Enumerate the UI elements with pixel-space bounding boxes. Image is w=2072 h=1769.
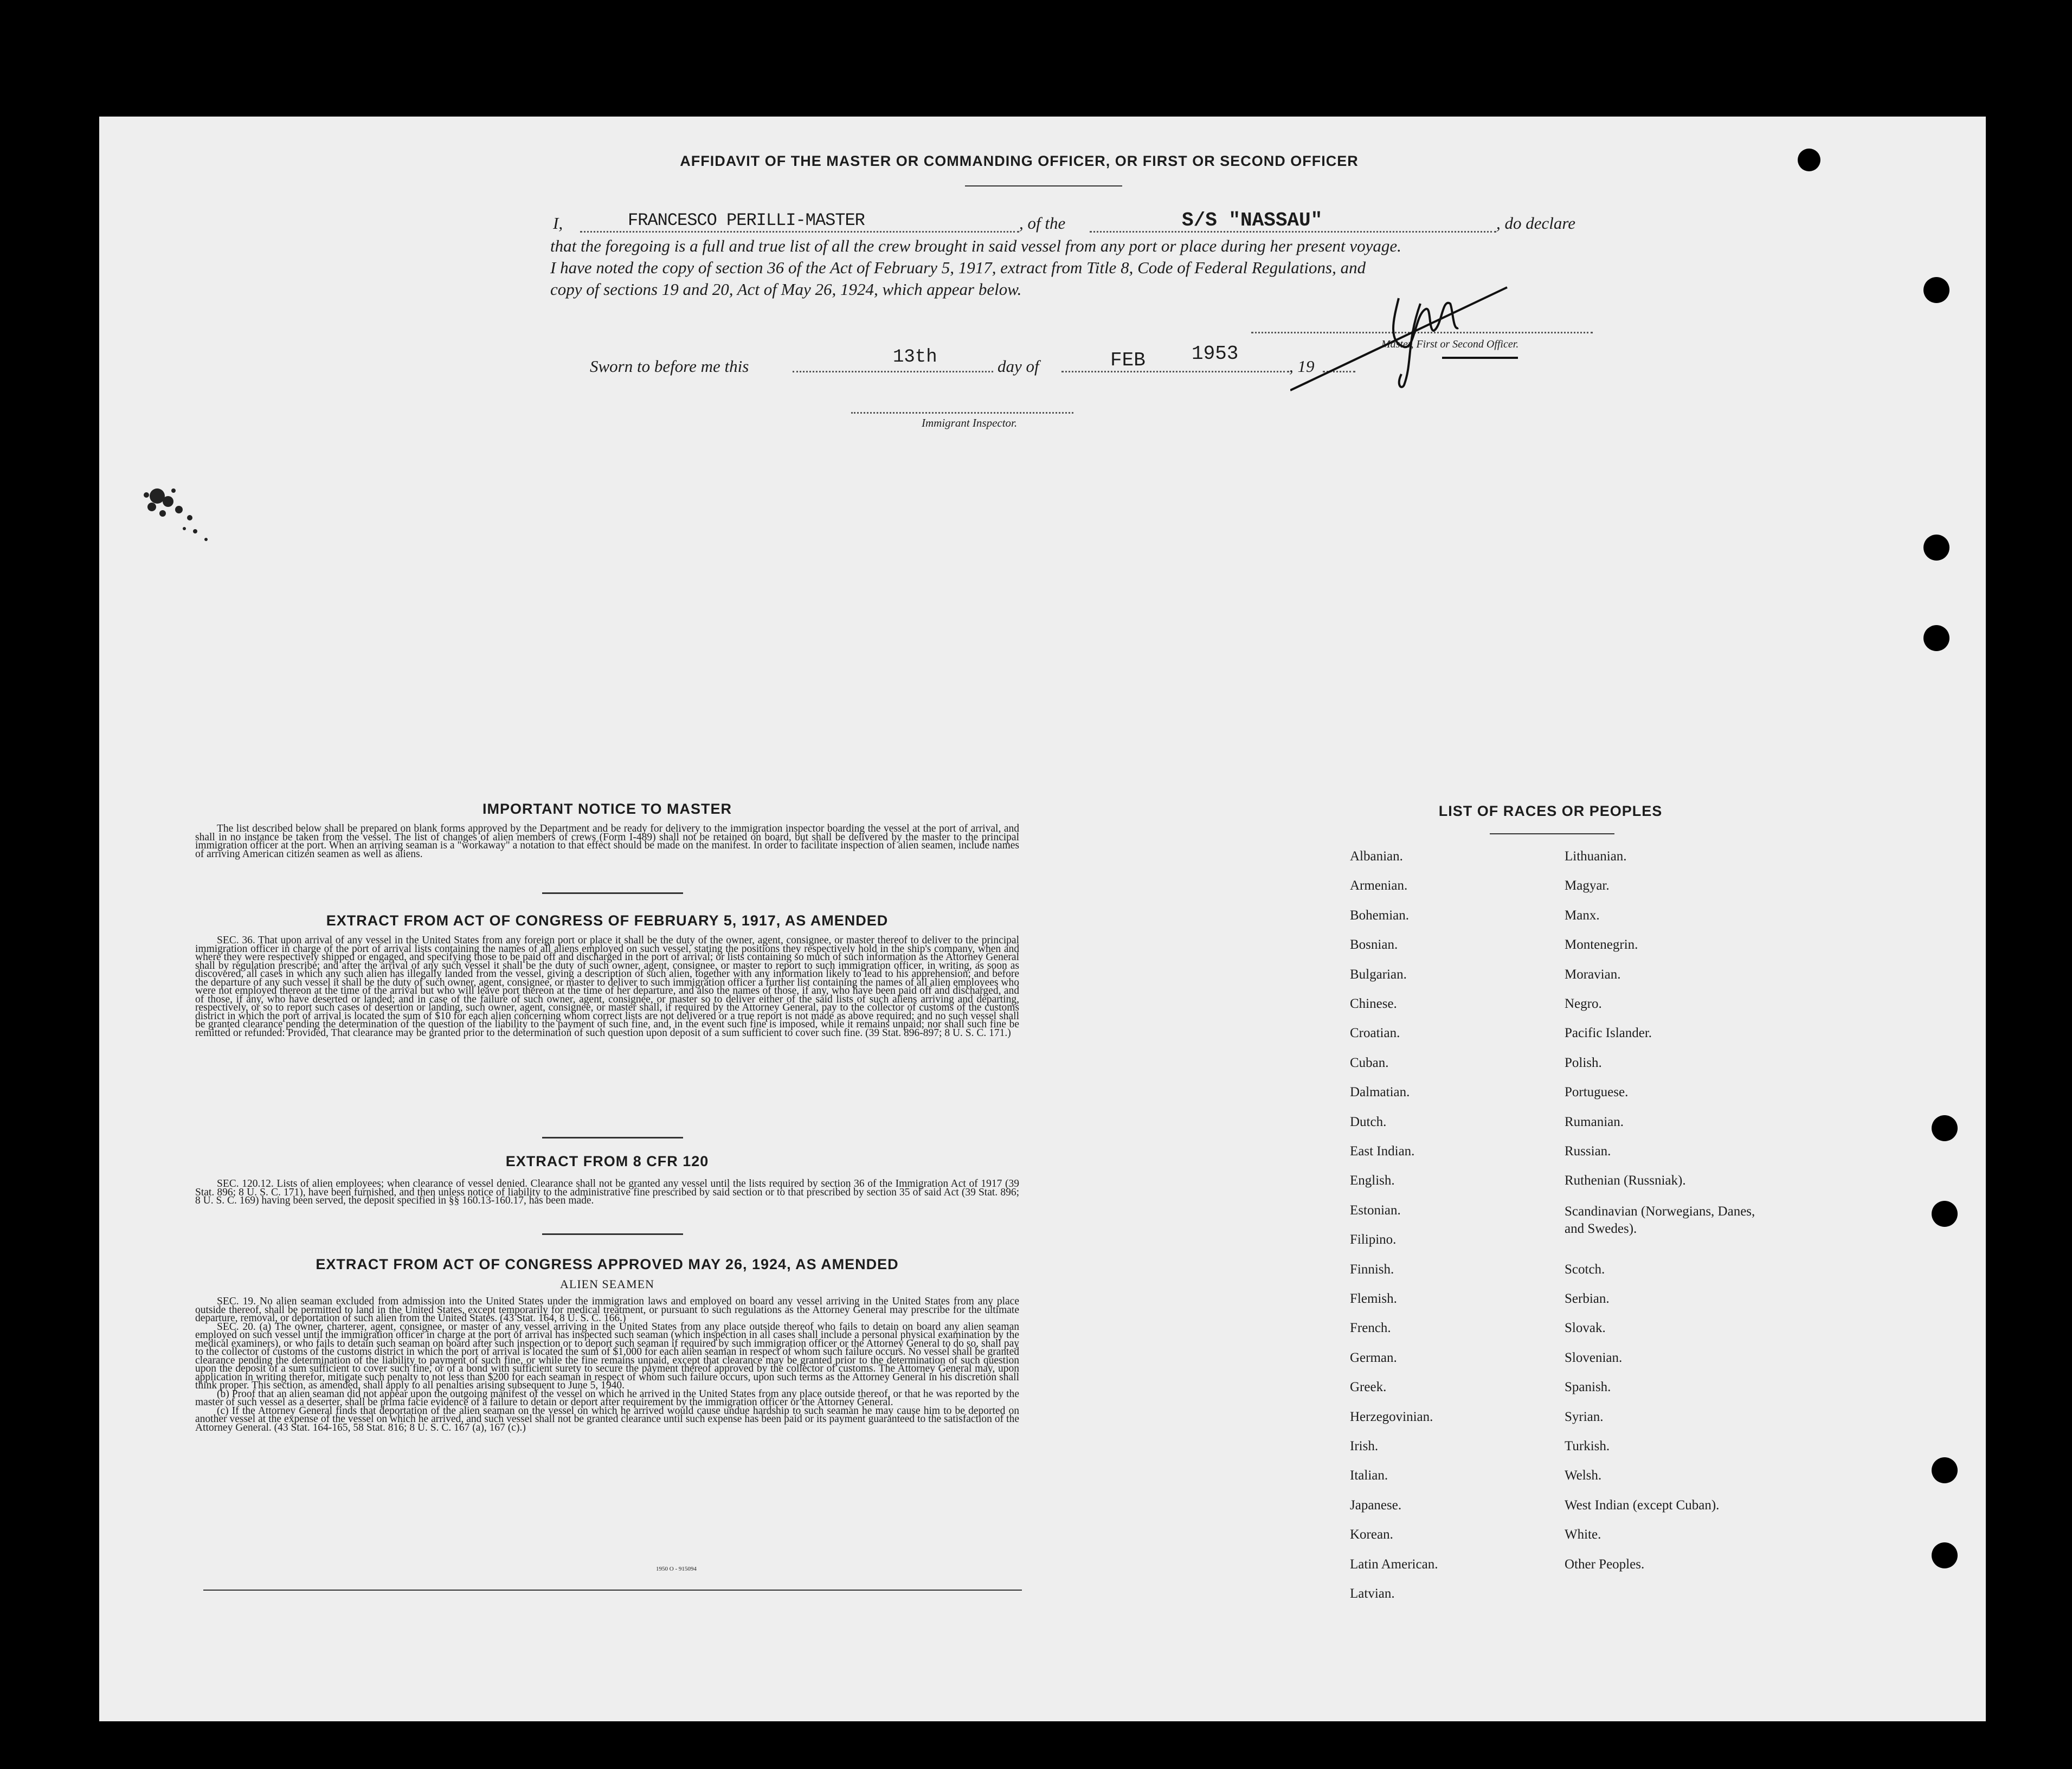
race-item: Chinese. (1350, 996, 1397, 1011)
affidavit-title: AFFIDAVIT OF THE MASTER OR COMMANDING OFFICER, OR FIRST OR SECOND OFFICER (680, 153, 1359, 169)
race-item: Welsh. (1565, 1468, 1602, 1483)
punch-hole (1923, 625, 1949, 651)
race-item: Dutch. (1350, 1114, 1387, 1129)
punch-hole (1798, 149, 1820, 171)
punch-hole (1932, 1201, 1958, 1227)
extract-cfr-title: EXTRACT FROM 8 CFR 120 (505, 1153, 709, 1169)
sec20a-text: SEC. 20. (a) The owner, charterer, agent, consignee, or master of any vessel arriving in the United States from any place outside thereof who fails to detain on board any alien seaman employed on such vessel until the immigration officer in charge at the port of arrival has inspected such seaman (which inspection in all cases shall include a personal physical examination by the medical examiners), or who fails to detain such seaman on board after such inspection or to deport such seaman if required by such immigration officer or the Attorney General to do so, shall pay to the collector of customs of the customs district in which the port of arrival is located the sum of $1,000 for each alien seaman in respect of whom such failure occurs. No vessel shall be granted clearance pending the determination of the liability to payment of such fine, or while the fine remains unpaid, except that clearance may be granted prior to the determination of such question upon the deposit of a sum sufficient to cover such fine, or of a bond with sufficient surety to secure the payment thereof approved by the collector of customs. The Attorney General may, upon application in writing therefor, mitigate such penalty to not less than $200 for each seaman in respect of whom such failure occurs, upon such terms as the Attorney General in his discretion shall think proper. This section, as amended, shall apply to all penalties arising subsequent to June 5, 1940. (195, 1321, 1019, 1391)
extract-1917-text: SEC. 36. That upon arrival of any vessel in the United States from any foreign port or place it shall be the duty of the owner, agent, consignee, or master thereof to deliver to the principal immigration officer in charge of the port of arrival lists containing the names of all aliens employed on such vessel, stating the positions they respectively hold in the ship's company, when and where they were respectively shipped or engaged, and specifying those to be paid off and discharged in the port of arrival; or lists containing so much of such information as the Attorney General shall by regulation prescribe; and after the arrival of any such vessel it shall be the duty of such owner, agent, consignee, or master to report to such immigration officer, in writing, as soon as discovered, all cases in which any such alien has illegally landed from the vessel, giving a description of such alien, together with any information likely to lead to his apprehension; and before the departure of any such vessel it shall be the duty of such owner, agent, consignee, or master to deliver to such immigration officer a further list containing the names of all alien employees who were not employed thereon at the time of the arrival but who will leave port thereon at the time of her departure, and also the names of those, if any, who have been paid off and discharged, and of those, if any, who have deserted or landed; and in case of the failure of such owner, agent, consignee, or master so to deliver either of the said lists of such aliens arriving and departing, respectively, or so to report such cases of desertion or landing, such owner, agent, consignee, or master shall, if required by the Attorney General, pay to the collector of customs of the customs district in which the port of arrival is located the sum of $10 for each alien concerning whom correct lists are not delivered or a true report is not made as above required; and no such vessel shall be granted clearance pending the determination of the question of the liability to the payment of such fine, and, in the event such fine is imposed, while it remains unpaid; nor shall such fine be remitted or refunded: Provided, That clearance may be granted prior to the determination of such question upon deposit of a sum sufficient to cover such fine. (39 Stat. 896-897; 8 U. S. C. 171.) (195, 935, 1019, 1039)
race-item: Turkish. (1565, 1439, 1610, 1453)
punch-hole (1932, 1115, 1958, 1141)
race-item: Lithuanian. (1565, 849, 1627, 864)
race-item: Manx. (1565, 908, 1600, 923)
race-item: Magyar. (1565, 878, 1610, 893)
race-item: Armenian. (1350, 878, 1408, 893)
affidavit-line-1: that the foregoing is a full and true list of all the crew brought in said vessel from any port or place during her present voyage. (550, 236, 1401, 255)
notice-title: IMPORTANT NOTICE TO MASTER (482, 801, 732, 817)
race-item: English. (1350, 1173, 1395, 1188)
extract-1924-body (195, 1297, 1019, 1432)
day-of-label: day of (998, 357, 1039, 376)
race-item: Rumanian. (1565, 1114, 1624, 1129)
race-item: Russian. (1565, 1144, 1611, 1159)
race-item: Latvian. (1350, 1586, 1395, 1601)
race-item: Slovenian. (1565, 1350, 1623, 1365)
race-item: Serbian. (1565, 1291, 1610, 1306)
master-name: FRANCESCO PERILLI-MASTER (628, 210, 865, 230)
race-item: Moravian. (1565, 967, 1621, 982)
race-item: Croatian. (1350, 1026, 1400, 1041)
race-item: Herzegovinian. (1350, 1409, 1433, 1424)
do-declare-label: , do declare (1496, 214, 1576, 233)
race-item: German. (1350, 1350, 1397, 1365)
race-item: Spanish. (1565, 1380, 1611, 1395)
month-value: FEB (1110, 349, 1146, 371)
race-item: White. (1565, 1527, 1601, 1542)
race-item: Bulgarian. (1350, 967, 1407, 982)
sec20c-text: (c) If the Attorney General finds that deportation of the alien seaman on the vessel on which he arrived would cause undue hardship to such seaman he may cause him to be deported on another vessel at the expense of the vessel on which he arrived, and such vessel shall not be granted clearance until such expense has been paid or its payment guaranteed to the satisfaction of the Attorney General. (43 Stat. 164-165, 58 Stat. 816; 8 U. S. C. 167 (a), 167 (c).) (195, 1405, 1019, 1433)
ink-smudge (130, 480, 228, 556)
punch-hole (1932, 1457, 1958, 1483)
race-item: Finnish. (1350, 1262, 1394, 1277)
race-item: Bosnian. (1350, 937, 1398, 953)
race-item: Slovak. (1565, 1321, 1606, 1336)
race-item: Latin American. (1350, 1556, 1438, 1572)
title-underline (965, 185, 1122, 186)
punch-hole (1923, 535, 1949, 561)
vessel-name: S/S "NASSAU" (1182, 209, 1323, 231)
inspector-field (851, 407, 1073, 414)
extract-cfr-text: SEC. 120.12. Lists of alien employees; when clearance of vessel denied. Clearance shall not be granted any vessel until the lists required by section 36 of the Immigration Act of 1917 (39 Stat. 896; 8 U. S. C. 171), have been furnished, and then unless notice of liability to the administrative fine prescribed by said section or to that prescribed by section 35 of said Act (39 Stat. 896; 8 U. S. C. 169) having been served, the deposit specified in §§ 160.13-160.17, has been made. (195, 1178, 1019, 1206)
day-value: 13th (893, 347, 937, 368)
race-item: Syrian. (1565, 1409, 1604, 1424)
sworn-label: Sworn to before me this (590, 357, 749, 376)
punch-hole (1923, 277, 1949, 303)
race-item: Albanian. (1350, 849, 1403, 864)
race-item: Dalmatian. (1350, 1085, 1410, 1100)
comma-19-label: , 19 (1289, 357, 1315, 376)
race-item: West Indian (except Cuban). (1565, 1497, 1720, 1513)
year-value: 1953 (1192, 343, 1239, 365)
divider (542, 1233, 683, 1235)
race-item: French. (1350, 1321, 1391, 1336)
affidavit-line-2: I have noted the copy of section 36 of the Act of February 5, 1917, extract from Title 8, Code of Federal Regulations, and (550, 258, 1366, 277)
race-item: Cuban. (1350, 1055, 1389, 1070)
race-item: Portuguese. (1565, 1085, 1629, 1100)
race-item: Irish. (1350, 1439, 1379, 1453)
race-item: Greek. (1350, 1380, 1387, 1395)
race-item: Scotch. (1565, 1262, 1605, 1277)
extract-1924-title: EXTRACT FROM ACT OF CONGRESS APPROVED MAY 26, 1924, AS AMENDED (316, 1256, 899, 1272)
divider (542, 1137, 683, 1138)
race-item: Ruthenian (Russniak). (1565, 1173, 1686, 1188)
punch-hole (1932, 1542, 1958, 1568)
signer-label: Master, First or Second Officer. (1381, 338, 1519, 350)
race-item: Scandinavian (Norwegians, Danes, and Swedes). (1565, 1204, 1755, 1236)
sec20b-text: (b) Proof that an alien seaman did not appear upon the outgoing manifest of the vessel on which he arrived in the United States from any place outside thereof, or that he was reported by the master of such vessel as a deserter, shall be prima facie evidence of a failure to detain or deport after requirement by the immigration officer or the Attorney General. (195, 1388, 1019, 1408)
race-item: Pacific Islander. (1565, 1026, 1652, 1041)
sec19-text: SEC. 19. No alien seaman excluded from admission into the United States under the immigration laws and employed on board any vessel arriving in the United States from any place outside thereof, shall be permitted to land in the United States, except temporarily for medical treatment, or pursuant to such regulations as the Attorney General may prescribe for the ultimate departure, removal, or deportation of such alien from the United States. (43 Stat. 164, 8 U. S. C. 166.) (195, 1296, 1019, 1324)
affidavit-line-3: copy of sections 19 and 20, Act of May 26, 1924, which appear below. (550, 280, 1022, 299)
notice-text: The list described below shall be prepared on blank forms approved by the Department and be ready for delivery to the immigration inspector boarding the vessel at the port of arrival, and shall in no instance be taken from the vessel. The list of changes of alien members of crews (Form I-489) shall not be retained on board, but shall be delivered by the master to the principal immigration officer at the port. When an arriving seaman is a "workaway" a notation to that effect should be made on the manifest. In order to facilitate inspection of alien seamen, include names of arriving American citizen seamen as well as aliens. (195, 823, 1019, 860)
master-name-field (580, 209, 1019, 233)
race-item: Montenegrin. (1565, 937, 1638, 953)
month-field (1061, 343, 1289, 372)
declarant-i: I, (553, 214, 563, 233)
bottom-rule (203, 1590, 1022, 1591)
day-field (793, 347, 993, 372)
divider (542, 892, 683, 894)
extract-1924-subtitle: ALIEN SEAMEN (560, 1277, 654, 1291)
race-item: Estonian. (1350, 1202, 1401, 1218)
race-item: Negro. (1565, 996, 1602, 1011)
race-item: Bohemian. (1350, 908, 1410, 923)
inspector-label: Immigrant Inspector. (922, 416, 1018, 429)
race-item: East Indian. (1350, 1144, 1415, 1159)
race-item: Japanese. (1350, 1497, 1402, 1513)
master-signature (1290, 282, 1518, 396)
races-title-underline (1490, 833, 1614, 834)
race-item: Polish. (1565, 1055, 1602, 1070)
of-the-label: , of the (1019, 214, 1066, 233)
extract-1917-title: EXTRACT FROM ACT OF CONGRESS OF FEBRUARY 5, 1917, AS AMENDED (326, 912, 889, 929)
races-title: LIST OF RACES OR PEOPLES (1438, 803, 1663, 819)
race-item: Flemish. (1350, 1291, 1397, 1306)
race-item: Korean. (1350, 1527, 1393, 1542)
race-item: Italian. (1350, 1468, 1388, 1483)
vessel-name-field (1090, 209, 1496, 233)
print-code: 1950 O - 915094 (656, 1566, 697, 1572)
race-item: Other Peoples. (1565, 1556, 1645, 1572)
race-item: Filipino. (1350, 1232, 1397, 1247)
